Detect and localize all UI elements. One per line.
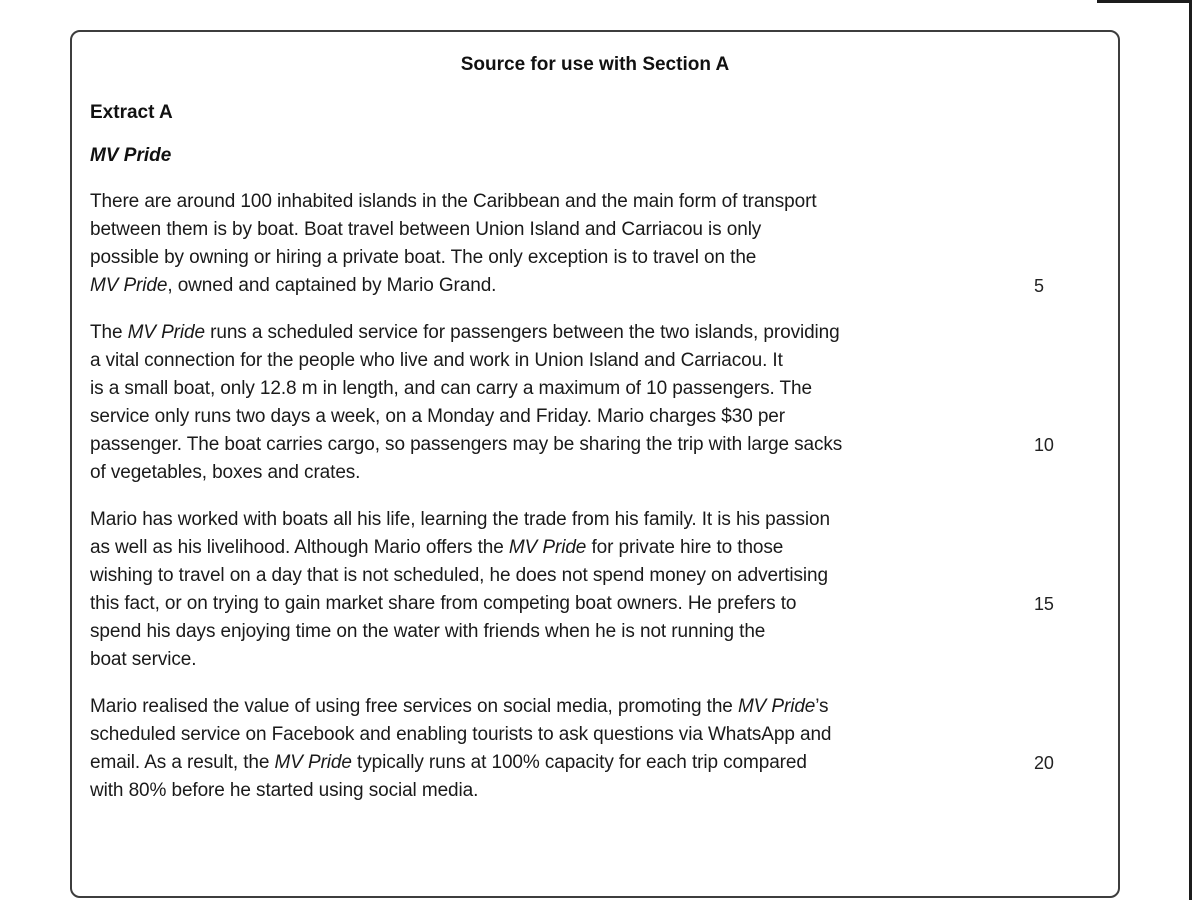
text-segment: this fact, or on trying to gain market share from competing boat owners. He prefers to (90, 593, 797, 614)
extract-body (90, 188, 1100, 805)
vessel-name-italic: MV Pride (274, 752, 352, 773)
text-segment: runs a scheduled service for passengers between the two islands, providing (204, 322, 840, 343)
text-segment: as well as his livelihood. Although Mario offers the (90, 537, 509, 558)
text-line (90, 562, 1100, 590)
text-segment: with 80% before he started using social media. (90, 780, 479, 801)
text-segment: passenger. The boat carries cargo, so passengers may be sharing the trip with large sacks (90, 434, 843, 455)
vessel-name-italic: MV Pride (90, 275, 168, 296)
extract-title: MV Pride (90, 145, 172, 166)
text-segment: is a small boat, only 12.8 m in length, and can carry a maximum of 10 passengers. The (90, 378, 812, 399)
source-title: Source for use with Section A (460, 54, 730, 75)
text-line (90, 749, 1100, 777)
text-segment: , owned and captained by Mario Grand. (167, 275, 497, 296)
text-segment: boat service. (90, 649, 197, 670)
text-line (90, 216, 1100, 244)
text-line (90, 375, 1100, 403)
text-line (90, 431, 1100, 459)
text-line (90, 646, 1100, 674)
text-line (90, 244, 1100, 272)
text-line (90, 721, 1100, 749)
text-segment: spend his days enjoying time on the water with friends when he is not running the (90, 621, 766, 642)
scan-artifact-top (1097, 0, 1192, 3)
text-line (90, 534, 1100, 562)
text-line (90, 272, 1100, 300)
vessel-name-italic: MV Pride (127, 322, 205, 343)
text-segment: for private hire to those (586, 537, 784, 558)
paragraph (90, 693, 1100, 805)
text-line (90, 319, 1100, 347)
text-line (90, 777, 1100, 805)
text-segment: Mario has worked with boats all his life, learning the trade from his family. It is his passion (90, 509, 830, 530)
text-segment: scheduled service on Facebook and enabling tourists to ask questions via WhatsApp and (90, 724, 832, 745)
text-line (90, 188, 1100, 216)
text-line (90, 347, 1100, 375)
text-segment: The (90, 322, 128, 343)
text-line (90, 459, 1100, 487)
line-number: 5 (1034, 276, 1044, 296)
text-line (90, 506, 1100, 534)
text-segment: possible by owning or hiring a private boat. The only exception is to travel on the (90, 247, 757, 268)
line-number: 15 (1034, 594, 1054, 614)
text-segment: a vital connection for the people who live and work in Union Island and Carriacou. It (90, 350, 783, 371)
text-segment: ’s (815, 696, 829, 717)
text-segment: service only runs two days a week, on a Monday and Friday. Mario charges $30 per (90, 406, 786, 427)
paragraph (90, 188, 1100, 300)
text-segment: wishing to travel on a day that is not scheduled, he does not spend money on advertising (90, 565, 828, 586)
line-number: 20 (1034, 753, 1054, 773)
line-number: 10 (1034, 435, 1054, 455)
text-segment: Mario realised the value of using free services on social media, promoting the (90, 696, 738, 717)
text-segment: email. As a result, the (90, 752, 275, 773)
text-line (90, 693, 1100, 721)
text-line (90, 590, 1100, 618)
source-box (70, 30, 1120, 898)
text-segment: of vegetables, boxes and crates. (90, 462, 361, 483)
vessel-name-italic: MV Pride (737, 696, 816, 717)
text-segment: between them is by boat. Boat travel between Union Island and Carriacou is only (90, 219, 762, 240)
extract-label: Extract A (90, 102, 173, 123)
text-line (90, 618, 1100, 646)
text-segment: There are around 100 inhabited islands in the Caribbean and the main form of transport (90, 191, 817, 212)
text-line (90, 403, 1100, 431)
paragraph (90, 506, 1100, 674)
vessel-name-italic: MV Pride (508, 537, 587, 558)
paragraph (90, 319, 1100, 487)
text-segment: typically runs at 100% capacity for each trip compared (351, 752, 807, 773)
